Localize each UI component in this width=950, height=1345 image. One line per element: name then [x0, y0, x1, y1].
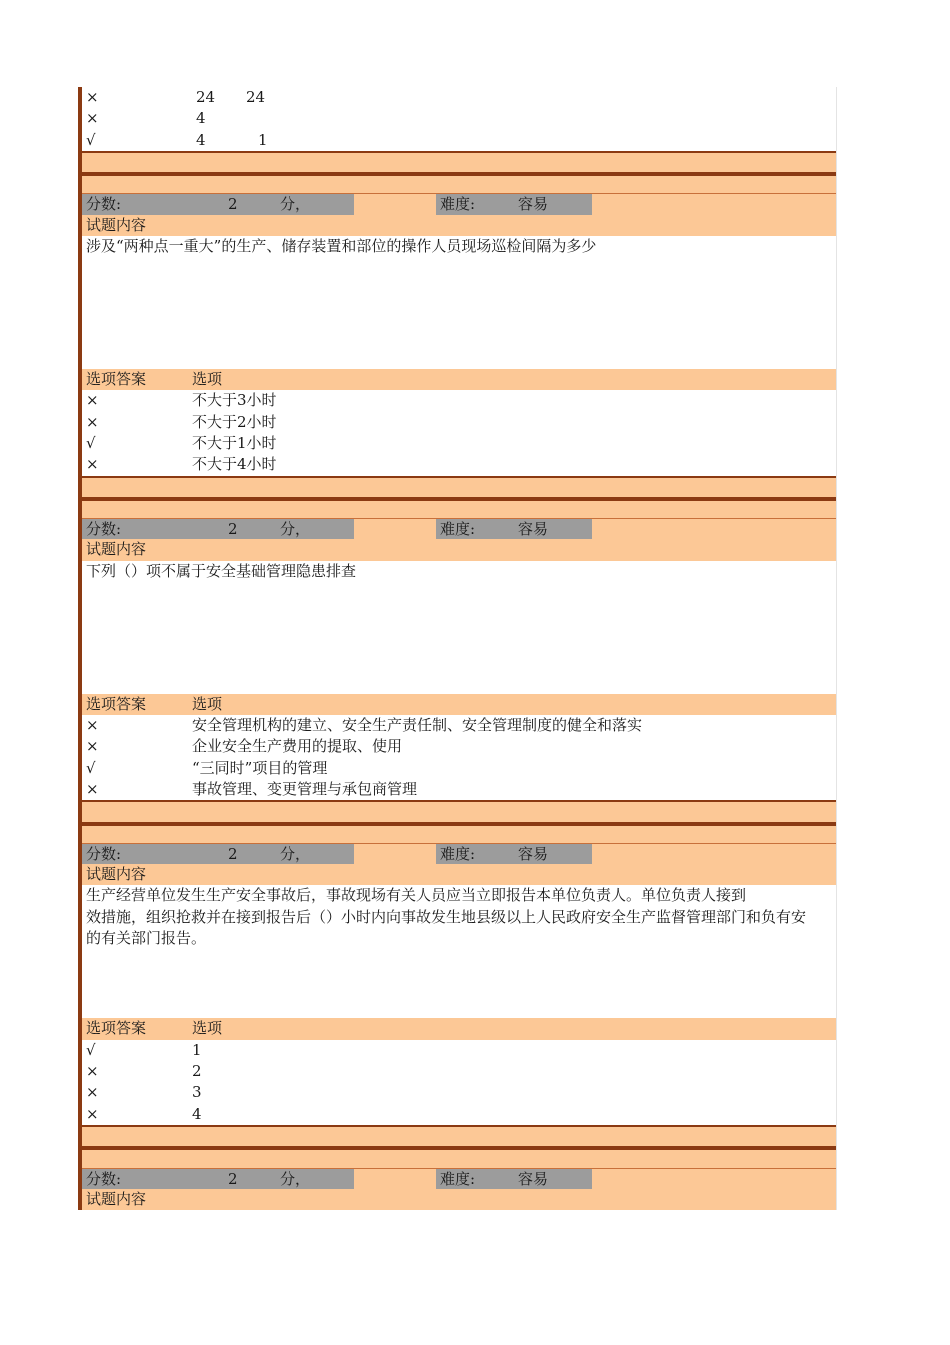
separator-bar: [82, 1146, 836, 1167]
score-row: [82, 518, 836, 539]
answer-mark: ×: [86, 1104, 99, 1123]
separator-bar: [82, 497, 836, 518]
difficulty-value: 容易: [518, 844, 549, 863]
option-value: 24: [246, 88, 266, 106]
option-text: “三同时”项目的管理: [192, 758, 328, 777]
separator-bar: [82, 151, 836, 172]
option-value: 1: [258, 130, 268, 149]
separator-bar: [82, 822, 836, 843]
answer-mark: ×: [86, 1083, 99, 1102]
difficulty-value: 容易: [518, 520, 549, 539]
option-text: 安全管理机构的建立、安全生产责任制、安全管理制度的健全和落实: [192, 716, 643, 735]
separator-bar: [82, 172, 836, 193]
score-value: 2: [228, 195, 238, 214]
option-text: 3: [192, 1083, 202, 1102]
answer-mark: ×: [86, 412, 99, 431]
option-row: [82, 1040, 836, 1061]
option-row: [82, 715, 836, 736]
exam-sheet: [78, 87, 837, 1210]
score-row: [82, 1168, 836, 1189]
score-row: [82, 193, 836, 214]
option-row: [82, 87, 836, 108]
score-label: 分数:: [86, 520, 122, 539]
option-row: [82, 1082, 836, 1103]
answer-mark: √: [86, 433, 96, 452]
answer-mark: ×: [86, 88, 99, 106]
option-text: 不大于4小时: [192, 455, 277, 474]
answer-mark: √: [86, 758, 96, 777]
option-row: [82, 736, 836, 757]
option-row: [82, 1061, 836, 1082]
option-row: [82, 779, 836, 800]
difficulty-label: 难度:: [440, 520, 476, 539]
score-label: 分数:: [86, 844, 122, 863]
difficulty-label: 难度:: [440, 1169, 476, 1188]
option-row: [82, 1104, 836, 1125]
option-text: 1: [192, 1040, 202, 1059]
score-row: [82, 843, 836, 864]
option-text: 4: [192, 1104, 202, 1123]
answer-mark: √: [86, 1040, 96, 1059]
content-header: 试题内容: [82, 1189, 836, 1210]
difficulty-label: 难度:: [440, 844, 476, 863]
score-unit: 分，: [280, 844, 311, 863]
option-value: 24: [196, 88, 216, 106]
option-text: 不大于2小时: [192, 412, 277, 431]
answer-mark: √: [86, 130, 96, 149]
option-text: 不大于1小时: [192, 433, 277, 452]
question-text: 涉及“两种点一重大”的生产、储存装置和部位的操作人员现场巡检间隔为多少: [86, 237, 597, 256]
separator-bar: [82, 1125, 836, 1146]
separator-bar: [82, 476, 836, 497]
option-row: [82, 454, 836, 475]
question-text: 下列（）项不属于安全基础管理隐患排查: [86, 561, 357, 580]
option-row: [82, 433, 836, 454]
question-text: 生产经营单位发生生产安全事故后，事故现场有关人员应当立即报告本单位负责人。单位负责人接到 效措施，组织抢救并在接到报告后（）小时内向事故发生地县级以上人民政府安全生产监督管理部门和负有安 的有关部门报告。: [86, 886, 807, 948]
options-header: 选项答案 选项: [82, 369, 836, 390]
option-text: 事故管理、变更管理与承包商管理: [192, 779, 418, 798]
option-row: [82, 130, 836, 151]
difficulty-value: 容易: [518, 195, 549, 214]
answer-mark: ×: [86, 1062, 99, 1081]
options-header: 选项答案 选项: [82, 694, 836, 715]
option-value: 4: [196, 130, 206, 149]
score-unit: 分，: [280, 520, 311, 539]
score-label: 分数:: [86, 195, 122, 214]
score-unit: 分，: [280, 195, 311, 214]
answer-mark: ×: [86, 455, 99, 474]
score-value: 2: [228, 520, 238, 539]
option-row: [82, 108, 836, 129]
content-header: 试题内容: [82, 539, 836, 560]
answer-mark: ×: [86, 716, 99, 735]
answer-mark: ×: [86, 109, 99, 128]
difficulty-label: 难度:: [440, 195, 476, 214]
option-text: 不大于3小时: [192, 391, 277, 410]
content-header: 试题内容: [82, 864, 836, 885]
score-value: 2: [228, 1169, 238, 1188]
separator-bar: [82, 800, 836, 821]
option-row: [82, 390, 836, 411]
options-header: 选项答案 选项: [82, 1018, 836, 1039]
option-text: 企业安全生产费用的提取、使用: [192, 737, 403, 756]
content-header: 试题内容: [82, 215, 836, 236]
answer-mark: ×: [86, 737, 99, 756]
score-label: 分数:: [86, 1169, 122, 1188]
option-row: [82, 412, 836, 433]
score-unit: 分，: [280, 1169, 311, 1188]
difficulty-value: 容易: [518, 1169, 549, 1188]
answer-mark: ×: [86, 391, 99, 410]
option-row: [82, 758, 836, 779]
score-value: 2: [228, 844, 238, 863]
option-value: 4: [196, 109, 206, 128]
answer-mark: ×: [86, 779, 99, 798]
option-text: 2: [192, 1062, 202, 1081]
